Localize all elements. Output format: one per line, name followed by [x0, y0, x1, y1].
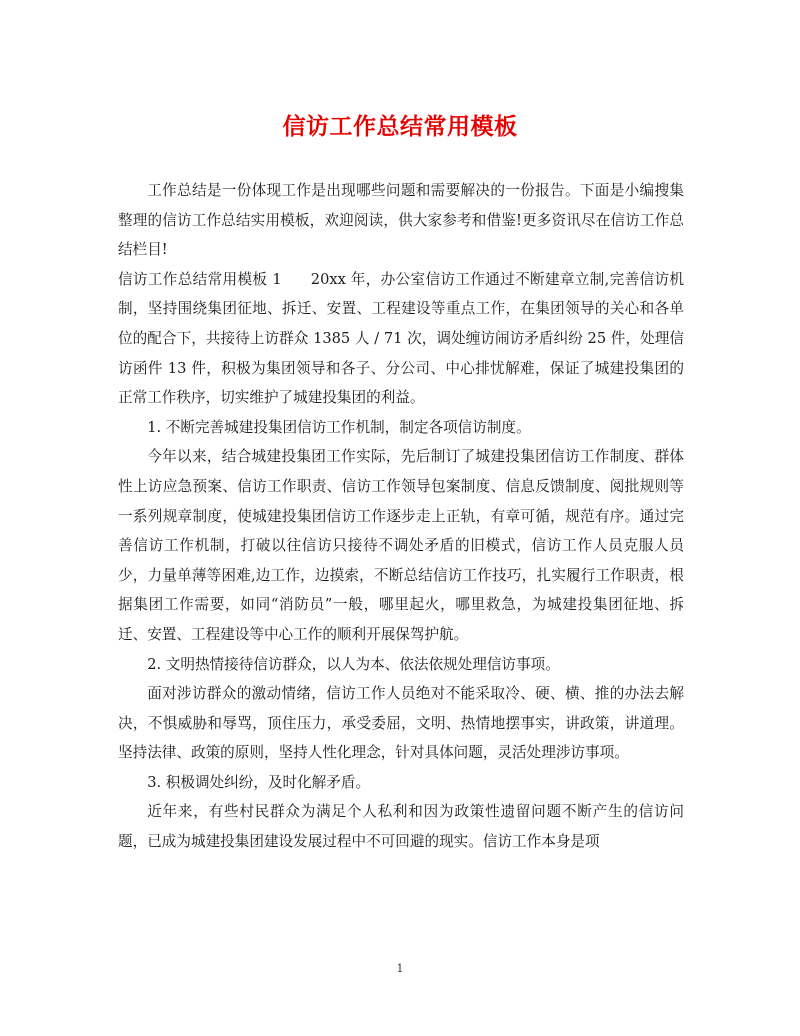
section-label: 信访工作总结常用模板 1	[118, 270, 282, 288]
document-body	[118, 176, 684, 857]
section-paragraph	[118, 265, 684, 413]
heading-1: 1. 不断完善城建投集团信访工作机制，制定各项信访制度。	[147, 418, 531, 436]
heading-2: 2. 文明热情接待信访群众，以人为本、依法依规处理信访事项。	[147, 655, 560, 673]
paragraph-3: 近年来，有些村民群众为满足个人私利和因为政策性遗留问题不断产生的信访问题，已成为城建投集团建设发展过程中不可回避的现实。信访工作本身是项	[118, 803, 684, 851]
paragraph-2: 面对涉访群众的激动情绪，信访工作人员绝对不能采取冷、硬、横、推的办法去解决，不惧威胁和辱骂，顶住压力，承受委屈，文明、热情地摆事实，讲政策，讲道理。坚持法律、政策的原则，坚持人性化理念，针对具体问题，灵活处理涉访事项。	[118, 685, 684, 762]
intro-paragraph: 工作总结是一份体现工作是出现哪些问题和需要解决的一份报告。下面是小编搜集整理的信访工作总结实用模板，欢迎阅读，供大家参考和借鉴!更多资讯尽在信访工作总结栏目!	[118, 182, 684, 259]
heading-3: 3. 积极调处纠纷，及时化解矛盾。	[147, 773, 371, 791]
document-title: 信访工作总结常用模板	[282, 114, 518, 140]
paragraph-1: 今年以来，结合城建投集团工作实际，先后制订了城建投集团信访工作制度、群体性上访应急预案、信访工作职责、信访工作领导包案制度、信息反馈制度、阅批规则等一系列规章制度，使城建投集团信访工作逐步走上正轨，有章可循，规范有序。通过完善信访工作机制，打破以往信访只接待不调处矛盾的旧模式，信访工作人员克服人员少，力量单薄等困难,边工作，边摸索，不断总结信访工作技巧，扎实履行工作职责，根据集团工作需要，如同“消防员”一般，哪里起火，哪里救急，为城建投集团征地、拆迁、安置、工程建设等中心工作的顺利开展保驾护航。	[118, 448, 684, 643]
page-number: 1	[396, 962, 404, 975]
section-text: 20xx 年，办公室信访工作通过不断建章立制,完善信访机制，坚持围绕集团征地、拆迁、安置、工程建设等重点工作，在集团领导的关心和各单位的配合下，共接待上访群众 1385 人 / 71 次，调处缠访闹访矛盾纠纷 25 件，处理信访函件 13 件，积极为集团领导和各子、分公司、中心排忧解难，保证了城建投集团的正常工作秩序，切实维护了城建投集团的利益。	[118, 270, 684, 407]
